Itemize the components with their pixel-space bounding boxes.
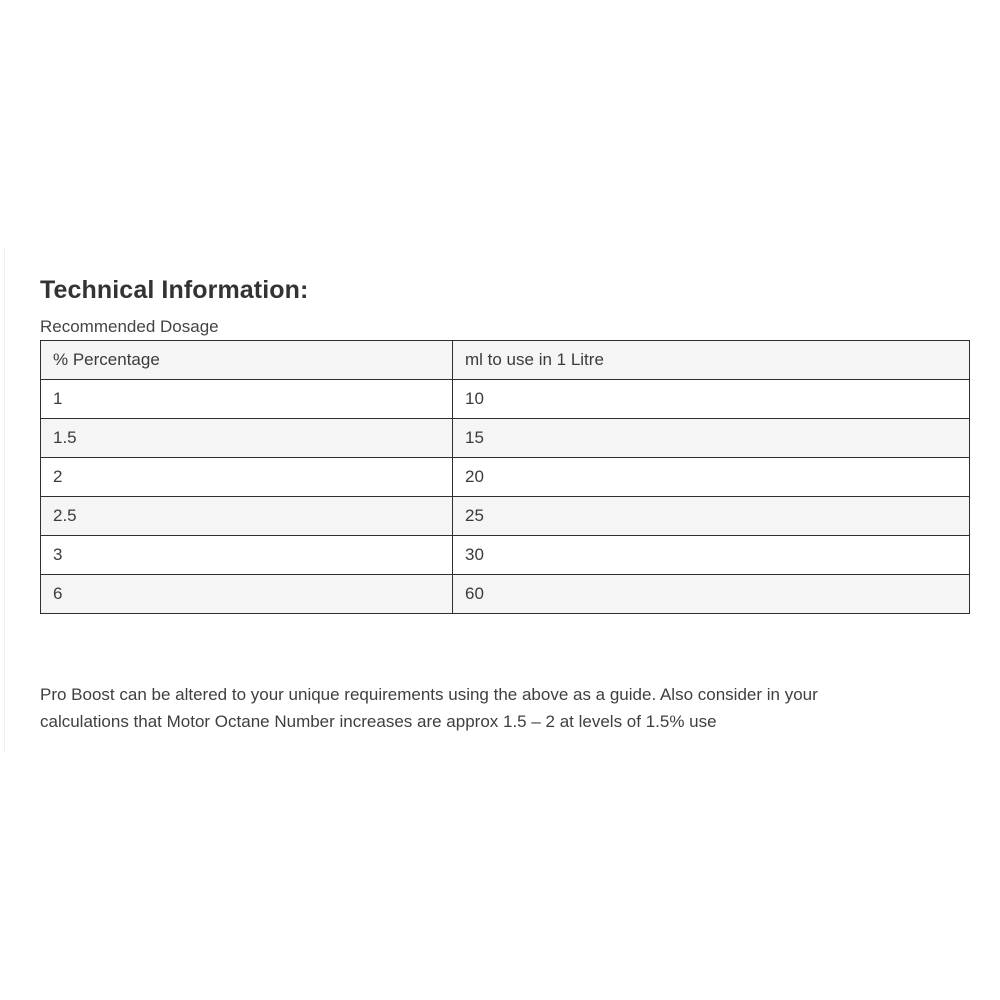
section-title: Technical Information: bbox=[40, 276, 309, 304]
table-row bbox=[41, 458, 970, 497]
table-cell-percentage: 2 bbox=[41, 458, 453, 497]
table-row bbox=[41, 575, 970, 614]
header-cell-ml: ml to use in 1 Litre bbox=[453, 341, 970, 380]
usage-note bbox=[40, 681, 940, 735]
table-cell-ml: 30 bbox=[453, 536, 970, 575]
dosage-table bbox=[40, 340, 970, 614]
table-cell-ml: 20 bbox=[453, 458, 970, 497]
table-cell-percentage: 1 bbox=[41, 380, 453, 419]
header-cell-percentage: % Percentage bbox=[41, 341, 453, 380]
table-cell-percentage: 2.5 bbox=[41, 497, 453, 536]
table-caption: Recommended Dosage bbox=[40, 317, 219, 336]
usage-note-line-1: Pro Boost can be altered to your unique requirements using the above as a guide. Also consider in your bbox=[40, 685, 818, 704]
usage-note-line-2: calculations that Motor Octane Number increases are approx 1.5 – 2 at levels of 1.5% use bbox=[40, 712, 717, 731]
table-row bbox=[41, 497, 970, 536]
content-left-border bbox=[4, 248, 5, 753]
table-row bbox=[41, 536, 970, 575]
table-header-row bbox=[41, 341, 970, 380]
table-cell-ml: 25 bbox=[453, 497, 970, 536]
table-cell-ml: 15 bbox=[453, 419, 970, 458]
table-cell-ml: 60 bbox=[453, 575, 970, 614]
table-row bbox=[41, 380, 970, 419]
table-cell-ml: 10 bbox=[453, 380, 970, 419]
table-cell-percentage: 6 bbox=[41, 575, 453, 614]
table-cell-percentage: 1.5 bbox=[41, 419, 453, 458]
table-cell-percentage: 3 bbox=[41, 536, 453, 575]
table-row bbox=[41, 419, 970, 458]
